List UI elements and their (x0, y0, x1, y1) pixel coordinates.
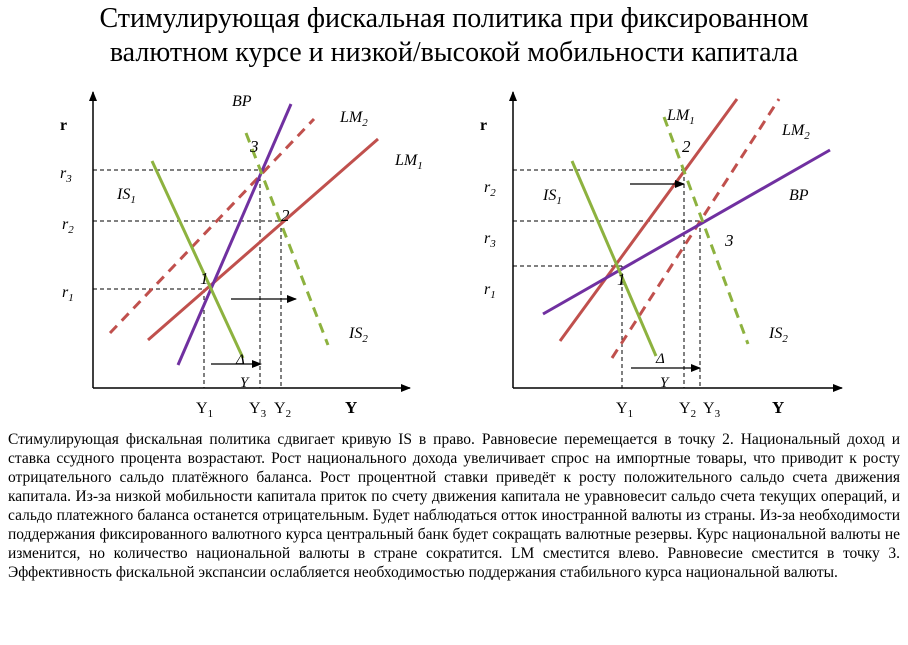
right-y3-label: $Y_3$ (703, 400, 721, 420)
right-is1-curve (572, 161, 656, 356)
right-is1-label: $IS_1$ (543, 187, 562, 207)
left-y1-label: $Y_1$ (196, 400, 214, 420)
left-is1-label: $IS_1$ (117, 186, 136, 206)
right-delta-sub: Y (660, 375, 669, 391)
left-delta-sub: Y (240, 375, 249, 391)
right-is2-label: $IS_2$ (769, 325, 788, 345)
right-y2-label: $Y_2$ (679, 400, 697, 420)
explanation-paragraph: Стимулирующая фискальная политика сдвигает кривую IS в право. Равновесие перемещается в точку 2. Национальный доход и ставка ссудного процента возрастают. Рост национального дохода увеличивает спрос на импортные товары, что приводит к росту отрицательного сальдо платёжного баланса. Рост процентной ставки приведёт к росту положительного сальдо счета движения капитала. Из-за низкой мобильности капитала приток по счету движения капитала не уравновесит сальдо счета текущих операций, и сальдо платежного баланса останется отрицательным. Будет наблюдаться отток иностранной валюты из страны. Из-за необходимости поддержания фиксированного валютного курса центральный банк будет сокращать валютные резервы. Курс национальной валюты не изменится, но количество национальной валюты в стране сократится. LM сместится влево. Равновесие сместится в точку 3. Эффективность фискальной экспансии ослабляется необходимостью поддержания стабильного курса национальной валюты. (8, 431, 900, 581)
left-point-2: 2 (281, 206, 290, 225)
left-y3-label: $Y_3$ (249, 400, 267, 420)
left-point-1: 1 (200, 269, 209, 288)
left-x-axis-label: Y (345, 398, 358, 417)
left-panel (60, 92, 423, 420)
right-y-axis-label: r (480, 117, 488, 134)
left-delta-label: Δ (236, 352, 245, 368)
left-lm2-label: $LM_2$ (340, 109, 368, 129)
left-r1-label: $r_1$ (62, 284, 74, 304)
right-panel (480, 92, 842, 420)
left-is2-curve (246, 133, 328, 345)
title-line-2: валютном курсе и низкой/высокой мобильности капитала (109, 37, 799, 68)
left-point-3: 3 (250, 137, 259, 156)
left-lm2-curve (110, 119, 314, 333)
left-r2-label: $r_2$ (62, 216, 74, 236)
right-point-1: 1 (617, 270, 626, 289)
right-delta-label: Δ (656, 351, 665, 367)
right-point-2: 2 (682, 137, 691, 156)
right-r2-label: $r_2$ (484, 179, 496, 199)
left-r3-label: $r_3$ (60, 165, 72, 185)
right-point-3: 3 (725, 231, 734, 250)
left-bp-curve (178, 104, 291, 365)
left-y2-label: $Y_2$ (274, 400, 292, 420)
right-lm1-label: $LM_1$ (667, 107, 695, 127)
right-lm2-label: $LM_2$ (782, 122, 810, 142)
right-x-axis-label: Y (772, 398, 785, 417)
left-bp-label: BP (232, 93, 252, 110)
right-bp-label: BP (789, 187, 809, 204)
title-line-1: Стимулирующая фискальная политика при фиксированном (99, 3, 809, 34)
left-lm1-label: $LM_1$ (395, 152, 423, 172)
left-y-axis-label: r (60, 117, 68, 134)
left-is2-label: $IS_2$ (349, 325, 368, 345)
right-is2-curve (664, 117, 748, 344)
left-is1-curve (152, 161, 243, 358)
right-r3-label: $r_3$ (484, 230, 496, 250)
right-y1-label: $Y_1$ (616, 400, 634, 420)
right-r1-label: $r_1$ (484, 281, 496, 301)
right-bp-curve (543, 150, 830, 314)
